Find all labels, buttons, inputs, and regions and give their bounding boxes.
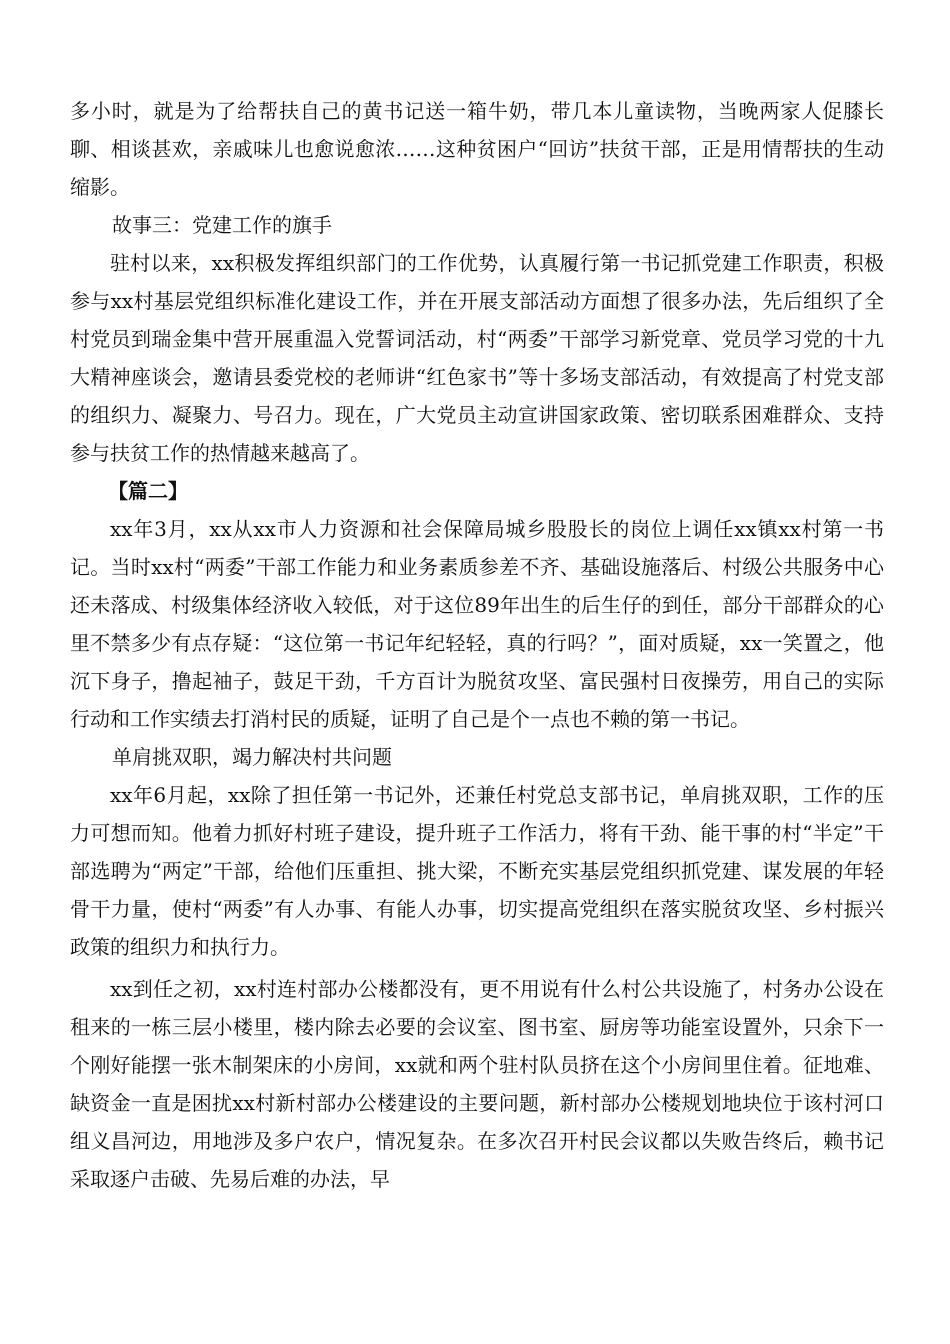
paragraph-party-building: 驻村以来，xx积极发挥组织部门的工作优势，认真履行第一书记抓党建工作职责，积极参与xx村基层党组织标准化建设工作，并在开展支部活动方面想了很多办法，先后组织了全村党员到瑞金集中营开展重温入党誓词活动，村“两委”干部学习新党章、党员学习党的十九大精神座谈会，邀请县委党校的老师讲“红色家书”等十多场支部活动，有效提高了村党支部的组织力、凝聚力、号召力。现在，广大党员主动宣讲国家政策、密切联系困难群众、支持参与扶贫工作的热情越来越高了。: [70, 251, 884, 465]
paragraph-office-building: xx到任之初，xx村连村部办公楼都没有，更不用说有什么村公共设施了，村务办公设在租来的一栋三层小楼里，楼内除去必要的会议室、图书室、厨房等功能室设置外，只余下一个刚好能摆一张木制架床的小房间，xx就和两个驻村队员挤在这个小房间里住着。征地难、缺资金一直是困扰xx村新村部办公楼建设的主要问题，新村部办公楼规划地块位于该村河口组义昌河边，用地涉及多户农户，情况复杂。在多次召开村民会议都以失败告终后，赖书记采取逐户击破、先易后难的办法，早: [70, 977, 884, 1191]
document-page: [70, 92, 884, 1198]
subheading-dual-role: 单肩挑双职，竭力解决村共问题: [112, 745, 392, 769]
paragraph-continuation: 多小时，就是为了给帮扶自己的黄书记送一箱牛奶，带几本儿童读物，当晚两家人促膝长聊、相谈甚欢，亲戚味儿也愈说愈浓……这种贫困户“回访”扶贫干部，正是用情帮扶的生动缩影。: [70, 99, 884, 199]
story-heading: 故事三：党建工作的旗手: [112, 213, 332, 237]
paragraph-appointment: xx年3月，xx从xx市人力资源和社会保障局城乡股股长的岗位上调任xx镇xx村第一书记。当时xx村“两委”干部工作能力和业务素质参差不齐、基础设施落后、村级公共服务中心还未落成、村级集体经济收入较低，对于这位89年出生的后生仔的到任，部分干部群众的心里不禁多少有点存疑：“这位第一书记年纪轻轻，真的行吗？”，面对质疑，xx一笑置之，他沉下身子，撸起袖子，鼓足干劲，千方百计为脱贫攻坚、富民强村日夜操劳，用自己的实际行动和工作实绩去打消村民的质疑，证明了自己是个一点也不赖的第一书记。: [70, 517, 884, 731]
paragraph-dual-role: xx年6月起，xx除了担任第一书记外，还兼任村党总支部书记，单肩挑双职，工作的压力可想而知。他着力抓好村班子建设，提升班子工作活力，将有干劲、能干事的村“半定”干部选聘为“两定”干部，给他们压重担、挑大梁，不断充实基层党组织抓党建、谋发展的年轻骨干力量，使村“两委”有人办事、有能人办事，切实提高党组织在落实脱贫攻坚、乡村振兴政策的组织力和执行力。: [70, 783, 884, 959]
section-title: 【篇二】: [108, 479, 188, 503]
